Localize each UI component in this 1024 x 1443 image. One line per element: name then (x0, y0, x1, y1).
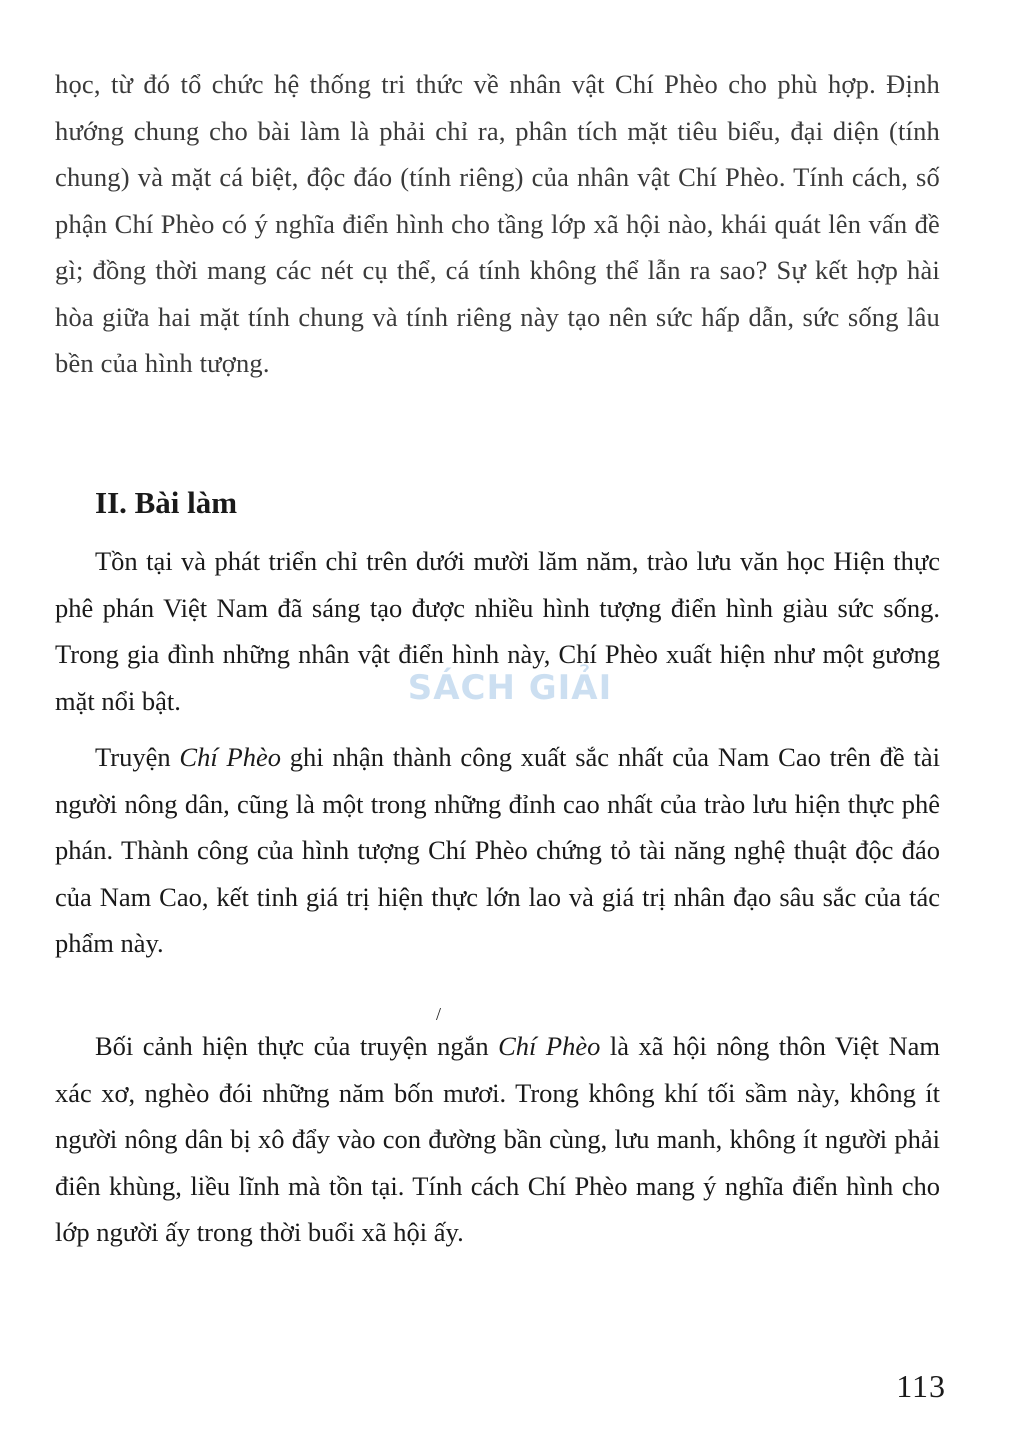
body-paragraph-1: Tồn tại và phát triển chỉ trên dưới mười lăm năm, trào lưu văn học Hiện thực phê phán Việt Nam đã sáng tạo được nhiều hình tượng điển hình giàu sức sống. Trong gia đình những nhân vật điển hình này, Chí Phèo xuất hiện như một gương mặt nổi bật. (55, 546, 940, 716)
watermark-brand: SÁCH GIẢI (407, 668, 613, 708)
paragraph-text-segment: Truyện (95, 742, 180, 772)
section-heading: II. Bài làm (95, 485, 238, 520)
stray-ink-mark: / (436, 1004, 442, 1024)
body-paragraph-2 (55, 734, 940, 967)
paragraph-text-segment: Bối cảnh hiện thực của truyện ngắn (95, 1031, 499, 1061)
work-title-italic: Chí Phèo (179, 742, 281, 772)
page-number: 113 (896, 1368, 946, 1404)
work-title-italic: Chí Phèo (498, 1031, 601, 1061)
paragraph-text-segment: ghi nhận thành công xuất sắc nhất của Nam Cao trên đề tài người nông dân, cũng là một trong những đỉnh cao nhất của trào lưu hiện thực phê phán. Thành công của hình tượng Chí Phèo chứng tỏ tài năng nghệ thuật độc đáo của Nam Cao, kết tinh giá trị hiện thực lớn lao và giá trị nhân đạo sâu sắc của tác phẩm này. (55, 742, 940, 958)
intro-paragraph: học, từ đó tổ chức hệ thống tri thức về nhân vật Chí Phèo cho phù hợp. Định hướng chung cho bài làm là phải chỉ ra, phân tích mặt tiêu biểu, đại diện (tính chung) và mặt cá biệt, độc đáo (tính riêng) của nhân vật Chí Phèo. Tính cách, số phận Chí Phèo có ý nghĩa điển hình cho tầng lớp xã hội nào, khái quát lên vấn đề gì; đồng thời mang các nét cụ thể, cá tính không thể lẫn ra sao? Sự kết hợp hài hòa giữa hai mặt tính chung và tính riêng này tạo nên sức hấp dẫn, sức sống lâu bền của hình tượng. (55, 69, 940, 378)
body-paragraph-3 (55, 1023, 940, 1256)
paragraph-text-segment: là xã hội nông thôn Việt Nam xác xơ, nghèo đói những năm bốn mươi. Trong không khí tối sầm này, không ít người nông dân bị xô đẩy vào con đường bần cùng, lưu manh, không ít người phải điên khùng, liều lĩnh mà tồn tại. Tính cách Chí Phèo mang ý nghĩa điển hình cho lớp người ấy trong thời buổi xã hội ấy. (55, 1031, 940, 1247)
